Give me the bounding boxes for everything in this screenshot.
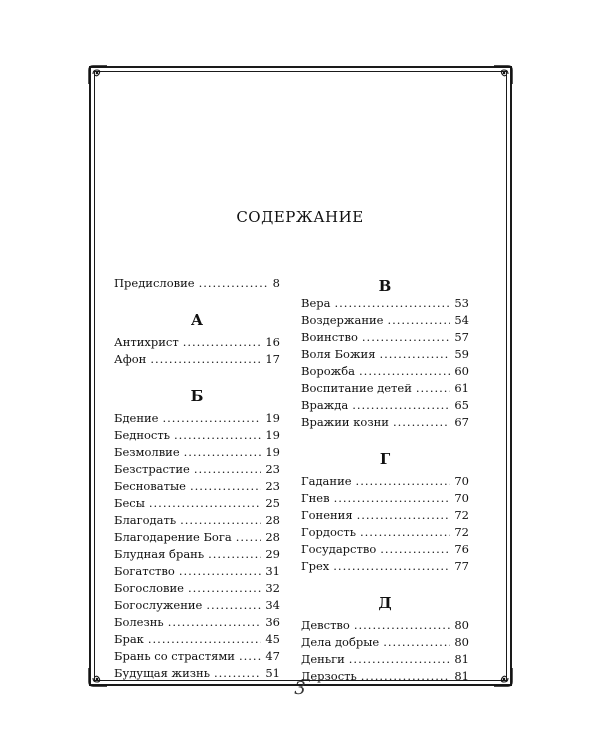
toc-entry-label: Антихрист (114, 335, 179, 349)
toc-entry-label: Будущая жизнь (114, 666, 210, 680)
toc-entry-page: 53 (454, 296, 469, 310)
toc-entry[interactable] (301, 491, 469, 508)
toc-leader-dots (239, 649, 261, 663)
toc-leader-dots (162, 411, 261, 425)
toc-entry-label: Богослужение (114, 598, 203, 612)
toc-entry[interactable] (114, 649, 280, 666)
toc-entry-label: Гордость (301, 525, 356, 539)
toc-entry-page: 61 (454, 381, 469, 395)
toc-entry-label: Гнев (301, 491, 330, 505)
toc-entry[interactable] (114, 428, 280, 445)
toc-leader-dots (359, 364, 450, 378)
toc-entry-label: Ворожба (301, 364, 356, 378)
toc-leader-dots (333, 559, 450, 573)
toc-entry-page: 47 (265, 649, 280, 663)
toc-entry-label: Гадание (301, 474, 352, 488)
toc-entry[interactable] (114, 462, 280, 479)
toc-entry-page: 19 (265, 411, 280, 425)
toc-entry-page: 65 (454, 398, 469, 412)
toc-entry[interactable] (114, 479, 280, 496)
toc-entry[interactable] (301, 381, 469, 398)
toc-leader-dots (356, 474, 451, 488)
toc-entry-label: Деньги (301, 652, 345, 666)
toc-entry-label: Гонения (301, 508, 353, 522)
toc-entry[interactable] (301, 508, 469, 525)
toc-entry-label: Благодарение Бога (114, 530, 232, 544)
toc-entry-page: 19 (265, 428, 280, 442)
toc-entry-page: 32 (265, 581, 280, 595)
toc-entry[interactable] (301, 525, 469, 542)
toc-leader-dots (362, 330, 450, 344)
toc-entry[interactable] (301, 415, 469, 432)
section-letter: Г (379, 450, 391, 468)
toc-leader-dots (168, 615, 262, 629)
toc-entry[interactable] (301, 618, 469, 635)
section-letter: А (190, 311, 204, 329)
toc-entry-page: 72 (454, 525, 469, 539)
toc-entry[interactable] (301, 652, 469, 669)
toc-leader-dots (180, 513, 261, 527)
toc-entry-page: 23 (265, 462, 280, 476)
toc-entry-label: Блудная брань (114, 547, 205, 561)
toc-entry-page: 77 (454, 559, 469, 573)
section-letter: Д (378, 594, 392, 612)
toc-entry-page: 76 (454, 542, 469, 556)
toc-entry-label: Предисловие (114, 276, 195, 290)
toc-leader-dots (199, 276, 269, 290)
toc-entry[interactable] (114, 352, 280, 369)
toc-entry[interactable] (114, 445, 280, 462)
toc-entry-page: 36 (265, 615, 280, 629)
toc-leader-dots (174, 428, 261, 442)
toc-entry-label: Богатство (114, 564, 175, 578)
toc-leader-dots (360, 525, 450, 539)
corner-ornament-icon (492, 64, 514, 86)
toc-entry-page: 80 (454, 618, 469, 632)
toc-leader-dots (416, 381, 450, 395)
toc-entry[interactable] (114, 564, 280, 581)
toc-entry[interactable] (114, 581, 280, 598)
toc-entry-page: 17 (265, 352, 280, 366)
toc-entry[interactable] (301, 347, 469, 364)
toc-entry[interactable] (114, 276, 280, 293)
toc-leader-dots (334, 491, 451, 505)
toc-leader-dots (349, 652, 451, 666)
toc-leader-dots (357, 508, 451, 522)
toc-entry-page: 34 (265, 598, 280, 612)
toc-entry-label: Благодать (114, 513, 177, 527)
toc-entry[interactable] (301, 542, 469, 559)
toc-leader-dots (387, 313, 450, 327)
toc-leader-dots (393, 415, 450, 429)
toc-entry[interactable] (114, 335, 280, 352)
toc-entry-label: Вера (301, 296, 331, 310)
toc-entry[interactable] (114, 615, 280, 632)
toc-leader-dots (179, 564, 262, 578)
toc-entry[interactable] (114, 547, 280, 564)
toc-entry[interactable] (301, 330, 469, 347)
section-letter: В (378, 277, 392, 295)
toc-leader-dots (236, 530, 262, 544)
toc-entry-label: Бесноватые (114, 479, 186, 493)
toc-entry-label: Грех (301, 559, 330, 573)
toc-entry-label: Богословие (114, 581, 184, 595)
toc-entry-label: Афон (114, 352, 147, 366)
toc-leader-dots (149, 496, 262, 510)
toc-entry-label: Девство (301, 618, 350, 632)
toc-entry[interactable] (114, 530, 280, 547)
toc-leader-dots (183, 335, 262, 349)
toc-entry-page: 72 (454, 508, 469, 522)
toc-entry[interactable] (114, 496, 280, 513)
toc-leader-dots (383, 635, 450, 649)
section-letter: Б (190, 387, 204, 405)
toc-entry-label: Бдение (114, 411, 159, 425)
toc-entry[interactable] (301, 559, 469, 576)
toc-entry-page: 8 (272, 276, 280, 290)
toc-entry-label: Воздержание (301, 313, 384, 327)
toc-entry-page: 25 (265, 496, 280, 510)
toc-entry-label: Вражда (301, 398, 349, 412)
toc-entry-page: 31 (265, 564, 280, 578)
toc-entry-page: 29 (265, 547, 280, 561)
toc-entry-label: Дела добрые (301, 635, 380, 649)
toc-leader-dots (190, 479, 261, 493)
page-title: СОДЕРЖАНИЕ (236, 208, 364, 226)
toc-entry-page: 70 (454, 474, 469, 488)
toc-leader-dots (352, 398, 450, 412)
toc-entry-page: 81 (454, 669, 469, 683)
toc-right-column (301, 276, 469, 686)
toc-entry-page: 60 (454, 364, 469, 378)
toc-leader-dots (380, 542, 450, 556)
toc-leader-dots (188, 581, 261, 595)
toc-entry-label: Болезнь (114, 615, 164, 629)
toc-leader-dots (184, 445, 262, 459)
toc-entry-page: 23 (265, 479, 280, 493)
toc-leader-dots (150, 352, 261, 366)
toc-entry-label: Вражии козни (301, 415, 389, 429)
toc-entry-page: 19 (265, 445, 280, 459)
toc-entry[interactable] (301, 398, 469, 415)
toc-entry-page: 59 (454, 347, 469, 361)
toc-entry-page: 67 (454, 415, 469, 429)
toc-entry-label: Безстрастие (114, 462, 190, 476)
toc-entry-label: Государство (301, 542, 377, 556)
toc-leader-dots (194, 462, 262, 476)
toc-entry-page: 70 (454, 491, 469, 505)
toc-entry[interactable] (114, 598, 280, 615)
toc-entry[interactable] (301, 474, 469, 491)
toc-entry[interactable] (301, 313, 469, 330)
toc-entry[interactable] (301, 635, 469, 652)
toc-entry[interactable] (301, 296, 469, 313)
toc-entry-label: Брак (114, 632, 144, 646)
toc-leader-dots (148, 632, 262, 646)
toc-entry-page: 80 (454, 635, 469, 649)
toc-entry-page: 57 (454, 330, 469, 344)
toc-entry[interactable] (114, 513, 280, 530)
toc-leader-dots (379, 347, 450, 361)
page-number: 3 (294, 678, 306, 699)
toc-left-column (114, 276, 280, 683)
toc-entry-page: 81 (454, 652, 469, 666)
toc-leader-dots (208, 547, 261, 561)
toc-entry[interactable] (114, 411, 280, 428)
toc-entry-label: Дерзость (301, 669, 357, 683)
toc-entry[interactable] (301, 364, 469, 381)
toc-entry-page: 54 (454, 313, 469, 327)
toc-entry-label: Брань со страстями (114, 649, 235, 663)
toc-leader-dots (334, 296, 450, 310)
toc-entry[interactable] (114, 632, 280, 649)
toc-entry-label: Безмолвие (114, 445, 180, 459)
toc-entry-label: Воинство (301, 330, 358, 344)
toc-entry-page: 51 (265, 666, 280, 680)
toc-entry-page: 28 (265, 530, 280, 544)
toc-entry-page: 28 (265, 513, 280, 527)
toc-entry-label: Воспитание детей (301, 381, 412, 395)
corner-ornament-icon (87, 64, 109, 86)
toc-entry-label: Бесы (114, 496, 145, 510)
toc-entry-page: 16 (265, 335, 280, 349)
toc-leader-dots (206, 598, 261, 612)
toc-entry-page: 45 (265, 632, 280, 646)
toc-entry-label: Бедность (114, 428, 170, 442)
toc-entry-label: Воля Божия (301, 347, 376, 361)
toc-leader-dots (354, 618, 451, 632)
